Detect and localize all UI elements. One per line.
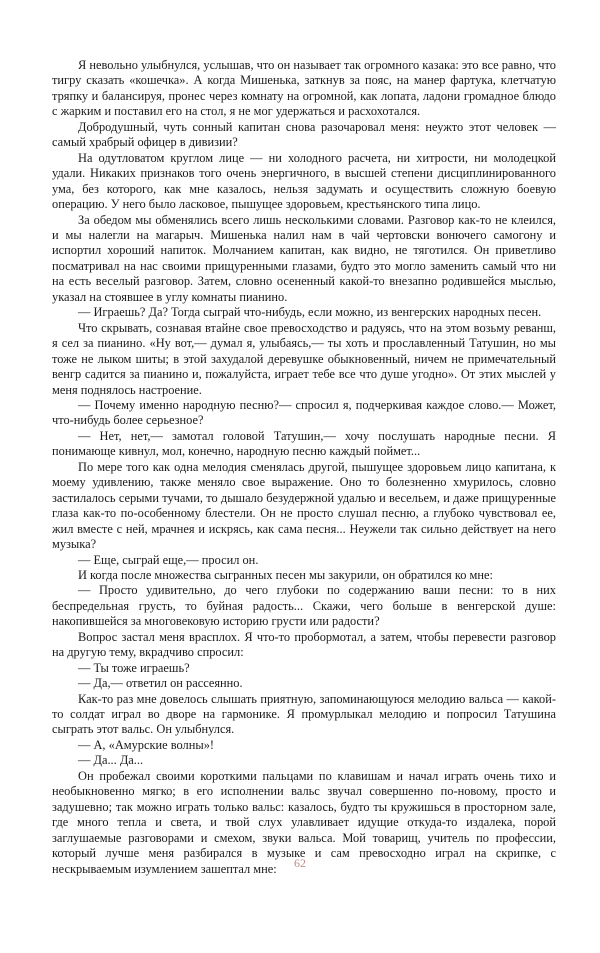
paragraph: Я невольно улыбнулся, услышав, что он называет так огромного казака: это все равно, что тигру сказать «кошечка». А когда Мишенька, заткнув за пояс, на манер фартука, клетчатую тряпку и балансируя, пронес через комнату на огромной, как лопата, ладони громадное блюдо с жарким и поставил его на стол, я не мог удержаться и расхохотался. — [52, 58, 556, 119]
paragraph: И когда после множества сыгранных песен мы закурили, он обратился ко мне: — [78, 567, 493, 582]
page-number: 62 — [294, 856, 306, 870]
paragraph: — Да,— ответил он рассеянно. — [78, 676, 243, 691]
paragraph: — Почему именно народную песню?— спросил я, подчеркивая каждое слово.— Может, что-нибудь более серьезное? — [52, 397, 556, 428]
paragraph: Что скрывать, сознавая втайне свое превосходство и радуясь, что на этом возьму реванш, я сел за пианино. «Ну вот,— думал я, улыбаясь,— ты хоть и прославленный Татушин, но мы тоже не лыком шиты; в этой захудалой деревушке обыкновенный, ничем не примечательный венгр садится за пианино и, пожалуйста, играет тебе все что душе угодно». От этих мыслей у меня поднялось настроение. — [52, 320, 556, 397]
paragraph: Он пробежал своими короткими пальцами по клавишам и начал играть очень тихо и необыкновенно мягко; в его исполнении вальс звучал совершенно по-новому, просто и задушевно; так можно играть только вальс: казалось, будто ты кружишься в просторном зале, где много тепла и света, и твой слух улавливает идущие откуда-то издалека, порой заглушаемые разговорами и смехом, звуки вальса. Мой товарищ, учитель по профессии, который лучше меня разбирался в музыке и сам превосходно играл на скрипке, с нескрываемым изумлением зашептал мне: — [52, 768, 556, 876]
paragraph: — Ты тоже играешь? — [78, 660, 190, 675]
paragraph: — Еще, сыграй еще,— просил он. — [78, 552, 259, 567]
paragraph: — Да... Да... — [78, 753, 144, 768]
paragraph: Как-то раз мне довелось слышать приятную, запоминающуюся мелодию вальса — какой-то солдат играл во дворе на гармонике. Я промурлыкал мелодию и попросил Татушина сыграть этот вальс. Он улыбнулся. — [52, 691, 556, 737]
paragraph: — А, «Амурские волны»! — [78, 737, 215, 752]
paragraph: По мере того как одна мелодия сменялась другой, пышущее здоровьем лицо капитана, к моему удивлению, также меняло свое выражение. Оно то болезненно хмурилось, словно застилалось серыми тучами, то дышало безудержной удалью и весельем, и даже прищуренные глаза как-то по-особенному блестели. Он не просто слушал песню, а глубоко чувствовал ее, жил вместе с ней, мрачнея и искрясь, как сама песня... Неужели так сильно действует на него музыка? — [52, 459, 556, 552]
paragraph: — Нет, нет,— замотал головой Татушин,— хочу послушать народные песни. Я понимающе кивнул, мол, конечно, народную песню каждый поймет... — [52, 428, 556, 459]
paragraph: Вопрос застал меня врасплох. Я что-то пробормотал, а затем, чтобы перевести разговор на другую тему, вкрадчиво спросил: — [52, 629, 556, 660]
paragraph: — Играешь? Да? Тогда сыграй что-нибудь, если можно, из венгерских народных песен. — [78, 305, 542, 320]
paragraph: — Просто удивительно, до чего глубоки по содержанию ваши песни: то в них беспредельная грусть, то буйная радость... Скажи, чего больше в венгерской душе: накопившейся за многовековую историю грусти или радости? — [52, 583, 556, 629]
paragraph: Добродушный, чуть сонный капитан снова разочаровал меня: неужто этот человек — самый храбрый офицер в дивизии? — [52, 119, 556, 150]
paragraph: За обедом мы обменялись всего лишь несколькими словами. Разговор как-то не клеился, и мы налегли на магарыч. Мишенька налил нам в чай чертовски вонючего самогону и испортил хороший напиток. Молчанием капитан, как видно, не тяготился. Он приветливо посматривал на нас своими прищуренными глазами, будто это могло заменить самый что ни на есть веселый разговор. Затем, словно осененный какой-то внезапно родившейся мыслью, указал на стоявшее в углу комнаты пианино. — [52, 212, 556, 304]
page-body — [52, 58, 556, 877]
paragraph: На одутловатом круглом лице — ни холодного расчета, ни хитрости, ни молодецкой удали. Никаких признаков того очень энергичного, в высшей степени дисциплинированного ума, без которого, как мне казалось, нельзя задумать и осуществить сложную боевую операцию. У него было ласковое, пышущее здоровьем, крестьянского типа лицо. — [52, 150, 556, 212]
